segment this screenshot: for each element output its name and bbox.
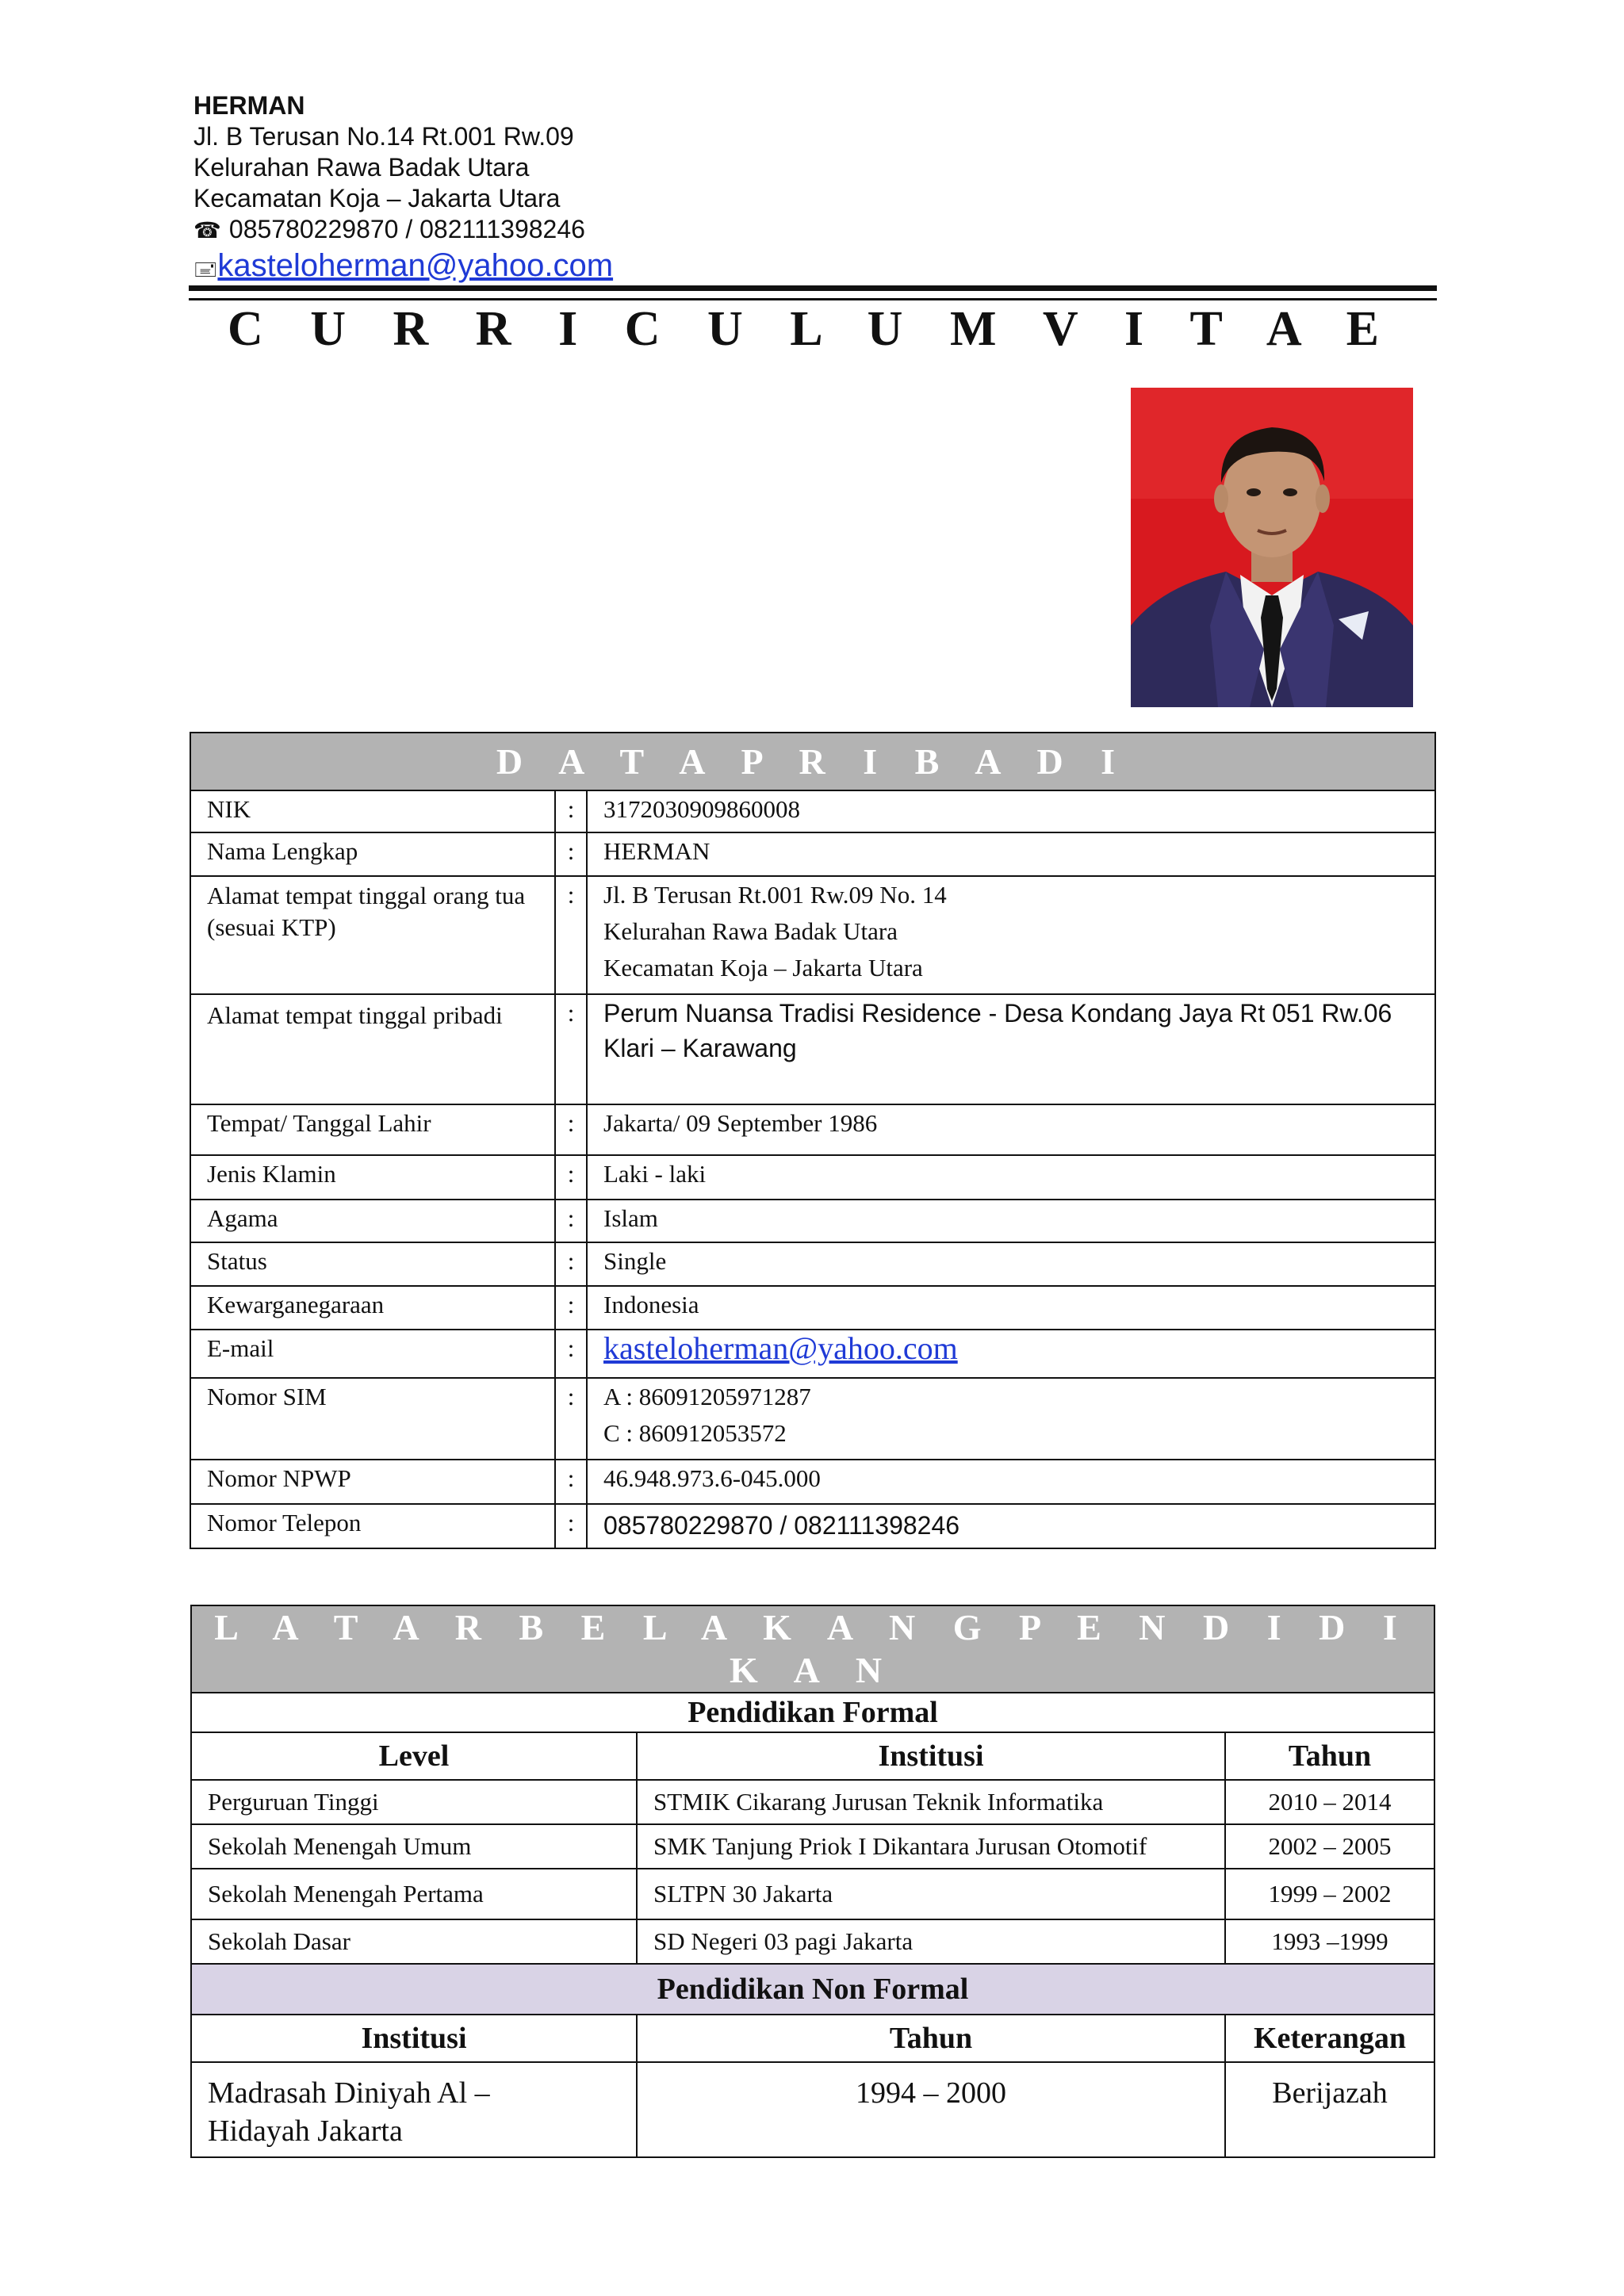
address-line: Kelurahan Rawa Badak Utara	[603, 917, 898, 945]
row-label-telepon: Nomor Telepon	[190, 1504, 555, 1548]
personal-data-heading: D A T A P R I B A D I	[190, 733, 1435, 790]
personal-data-table	[190, 732, 1436, 1549]
colon: :	[555, 832, 587, 876]
table-row	[191, 1919, 1434, 1964]
column-header-tahun: Tahun	[1225, 1732, 1434, 1780]
row-value-jenis-kelamin: Laki - laki	[587, 1155, 1435, 1200]
table-row	[190, 1242, 1435, 1286]
colon: :	[555, 1104, 587, 1155]
institusi-cell: SD Negeri 03 pagi Jakarta	[637, 1919, 1225, 1964]
institusi-cell: SMK Tanjung Priok I Dikantara Jurusan Otomotif	[637, 1824, 1225, 1869]
colon: :	[555, 1330, 587, 1378]
institusi-cell: SLTPN 30 Jakarta	[637, 1869, 1225, 1919]
colon: :	[555, 1460, 587, 1504]
address-line: Kecamatan Koja – Jakarta Utara	[603, 954, 923, 982]
table-row	[190, 994, 1435, 1104]
colon: :	[555, 1242, 587, 1286]
colon: :	[555, 1504, 587, 1548]
row-value-email	[587, 1330, 1435, 1378]
row-label-agama: Agama	[190, 1200, 555, 1242]
colon: :	[555, 994, 587, 1104]
header-rule-thin	[189, 298, 1437, 300]
mail-icon: 🖃	[193, 257, 218, 281]
education-table	[190, 1605, 1435, 2158]
nonformal-education-title: Pendidikan Non Formal	[191, 1964, 1434, 2015]
sim-line: A : 86091205971287	[603, 1383, 811, 1410]
colon: :	[555, 1378, 587, 1460]
nonformal-title-row	[191, 1964, 1434, 2015]
table-row	[190, 1330, 1435, 1378]
table-row	[190, 1155, 1435, 1200]
address-line: Perum Nuansa Tradisi Residence - Desa Kondang Jaya Rt 051 Rw.06	[603, 999, 1392, 1027]
row-value-ttl: Jakarta/ 09 September 1986	[587, 1104, 1435, 1155]
column-header-institusi: Institusi	[637, 1732, 1225, 1780]
nonformal-header-row	[191, 2015, 1434, 2062]
row-value-status: Single	[587, 1242, 1435, 1286]
table-row	[191, 1824, 1434, 1869]
personal-data-banner-row	[190, 733, 1435, 790]
header-address-line-3: Kecamatan Koja – Jakarta Utara	[193, 184, 561, 212]
row-label-kewarganegaraan: Kewarganegaraan	[190, 1286, 555, 1330]
row-value-alamat-pribadi	[587, 994, 1435, 1104]
row-label-ttl: Tempat/ Tanggal Lahir	[190, 1104, 555, 1155]
header-email-row	[193, 247, 1431, 287]
table-row	[190, 1104, 1435, 1155]
formal-education-title: Pendidikan Formal	[191, 1693, 1434, 1732]
header-email-link[interactable]: kasteloherman@yahoo.com	[217, 248, 614, 283]
header-rule-thick	[189, 285, 1437, 291]
education-banner-row	[191, 1605, 1434, 1693]
level-cell: Sekolah Menengah Umum	[191, 1824, 637, 1869]
page-title: C U R R I C U L U M V I T A E	[227, 302, 1397, 356]
institusi-cell: STMIK Cikarang Jurusan Teknik Informatika	[637, 1780, 1225, 1824]
colon: :	[555, 1286, 587, 1330]
row-label-alamat-ortu: Alamat tempat tinggal orang tua (sesuai KTP)	[190, 876, 555, 994]
column-header-level: Level	[191, 1732, 637, 1780]
education-heading: L A T A R B E L A K A N G P E N D I D I K A N	[191, 1605, 1434, 1693]
level-cell: Perguruan Tinggi	[191, 1780, 637, 1824]
row-label-status: Status	[190, 1242, 555, 1286]
table-row	[190, 1200, 1435, 1242]
table-row	[191, 1780, 1434, 1824]
table-row	[190, 1504, 1435, 1548]
header-phone: 085780229870 / 082111398246	[228, 215, 585, 243]
column-header-keterangan: Keterangan	[1225, 2015, 1434, 2062]
table-row	[190, 1378, 1435, 1460]
colon: :	[555, 876, 587, 994]
address-line: Jl. B Terusan Rt.001 Rw.09 No. 14	[603, 881, 947, 909]
header-name: HERMAN	[193, 91, 305, 120]
column-header-institusi: Institusi	[191, 2015, 637, 2062]
row-value-alamat-ortu	[587, 876, 1435, 994]
table-row	[191, 2062, 1434, 2157]
table-row	[190, 790, 1435, 832]
row-value-telepon: 085780229870 / 082111398246	[587, 1504, 1435, 1548]
header-address-line-2: Kelurahan Rawa Badak Utara	[193, 153, 530, 182]
header-phone-row	[193, 214, 1431, 246]
phone-icon: ☎	[193, 218, 221, 243]
email-link[interactable]: kasteloherman@yahoo.com	[603, 1330, 958, 1366]
row-label-email: E-mail	[190, 1330, 555, 1378]
tahun-cell: 1993 –1999	[1225, 1919, 1434, 1964]
row-label-npwp: Nomor NPWP	[190, 1460, 555, 1504]
colon: :	[555, 1200, 587, 1242]
row-value-sim	[587, 1378, 1435, 1460]
header-address-line-1: Jl. B Terusan No.14 Rt.001 Rw.09	[193, 122, 574, 151]
row-label-nama: Nama Lengkap	[190, 832, 555, 876]
sim-line: C : 860912053572	[603, 1419, 787, 1447]
level-cell: Sekolah Menengah Pertama	[191, 1869, 637, 1919]
row-value-nama: HERMAN	[587, 832, 1435, 876]
row-value-npwp: 46.948.973.6-045.000	[587, 1460, 1435, 1504]
colon: :	[555, 790, 587, 832]
address-line: Klari – Karawang	[603, 1034, 797, 1062]
contact-header	[193, 90, 1431, 287]
table-row	[190, 1286, 1435, 1330]
tahun-cell: 2010 – 2014	[1225, 1780, 1434, 1824]
row-value-nik: 3172030909860008	[587, 790, 1435, 832]
keterangan-cell: Berijazah	[1225, 2062, 1434, 2157]
table-row	[190, 1460, 1435, 1504]
row-label-jenis-kelamin: Jenis Klamin	[190, 1155, 555, 1200]
row-value-agama: Islam	[587, 1200, 1435, 1242]
row-label-alamat-pribadi: Alamat tempat tinggal pribadi	[190, 994, 555, 1104]
formal-title-row	[191, 1693, 1434, 1732]
row-label-nik: NIK	[190, 790, 555, 832]
tahun-cell: 1994 – 2000	[637, 2062, 1225, 2157]
tahun-cell: 1999 – 2002	[1225, 1869, 1434, 1919]
row-value-kewarganegaraan: Indonesia	[587, 1286, 1435, 1330]
table-row	[190, 832, 1435, 876]
formal-header-row	[191, 1732, 1434, 1780]
colon: :	[555, 1155, 587, 1200]
level-cell: Sekolah Dasar	[191, 1919, 637, 1964]
table-row	[190, 876, 1435, 994]
tahun-cell: 2002 – 2005	[1225, 1824, 1434, 1869]
institusi-cell: Madrasah Diniyah Al – Hidayah Jakarta	[191, 2062, 637, 2157]
profile-photo	[1131, 388, 1413, 707]
table-row	[191, 1869, 1434, 1919]
column-header-tahun: Tahun	[637, 2015, 1225, 2062]
row-label-sim: Nomor SIM	[190, 1378, 555, 1460]
